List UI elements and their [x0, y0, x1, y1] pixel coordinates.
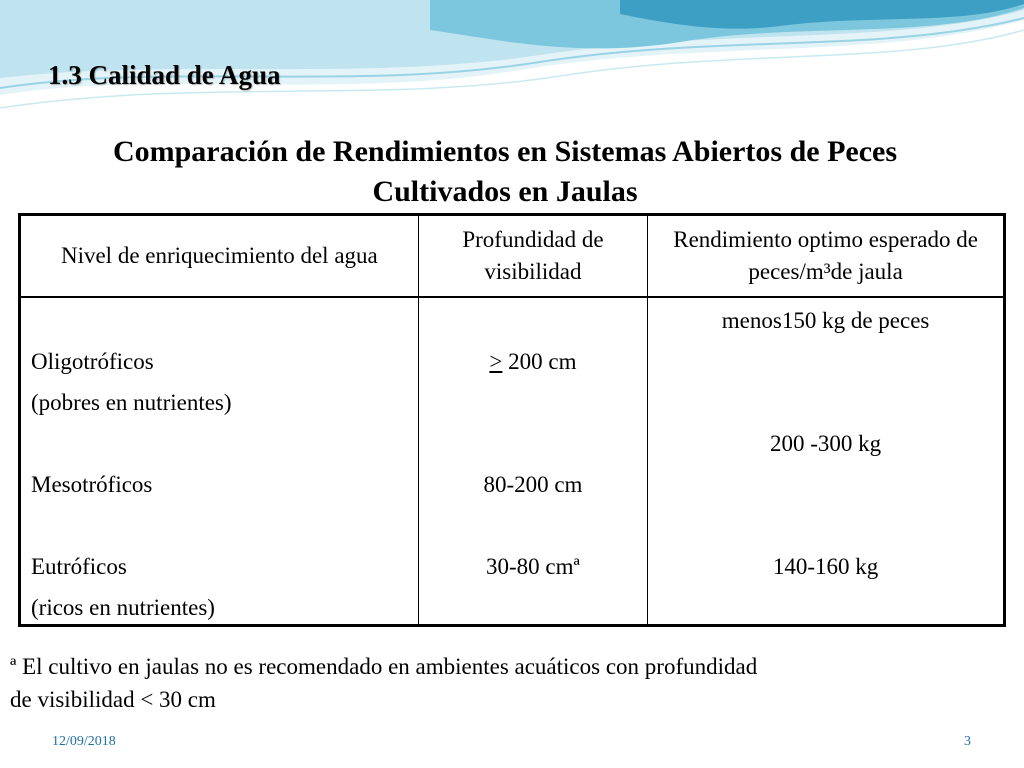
level-mesotrophic: Mesotróficos	[31, 472, 153, 497]
optimal-yield-column	[648, 297, 1005, 626]
depth-mesotrophic: 80-200 cm	[483, 472, 583, 497]
yield-eutrophic: 140-160 kg	[772, 554, 879, 579]
section-title: 1.3 Calidad de Agua	[48, 60, 281, 90]
yield-oligotrophic: menos150 kg de peces	[721, 308, 930, 333]
depth-oligotrophic-value: 200 cm	[502, 349, 577, 374]
table-row	[20, 297, 1005, 626]
main-title-line-1: Comparación de Rendimientos en Sistemas Abiertos de Peces	[112, 135, 898, 168]
enrichment-level-column	[20, 297, 419, 626]
level-oligotrophic: Oligotróficos	[31, 349, 154, 374]
yield-mesotrophic: 200 -300 kg	[770, 431, 882, 456]
footnote	[10, 650, 970, 716]
depth-eutrophic: 30-80 cmª	[486, 554, 580, 579]
yield-comparison-table	[18, 213, 1006, 627]
level-oligotrophic-note: (pobres en nutrientes)	[31, 390, 232, 415]
main-title-line-2: Cultivados en Jaulas	[372, 175, 638, 208]
footnote-line-1: ª El cultivo en jaulas no es recomendado en ambientes acuáticos con profundidad	[10, 654, 758, 679]
header-enrichment-level: Nivel de enriquecimiento del agua	[20, 215, 419, 298]
visibility-depth-column	[418, 297, 647, 626]
page-number: 3	[964, 734, 971, 749]
depth-oligotrophic	[419, 348, 647, 376]
table-header-row	[20, 215, 1005, 298]
footer-date: 12/09/2018	[52, 734, 116, 749]
level-eutrophic-note: (ricos en nutrientes)	[31, 595, 215, 620]
footnote-line-2: de visibilidad < 30 cm	[10, 687, 216, 712]
header-optimal-yield: Rendimiento optimo esperado de peces/m³de jaula	[648, 215, 1005, 298]
greater-equal-symbol: >	[489, 349, 503, 374]
main-title	[30, 132, 980, 212]
level-eutrophic: Eutróficos	[31, 554, 127, 579]
header-visibility-depth: Profundidad de visibilidad	[418, 215, 647, 298]
